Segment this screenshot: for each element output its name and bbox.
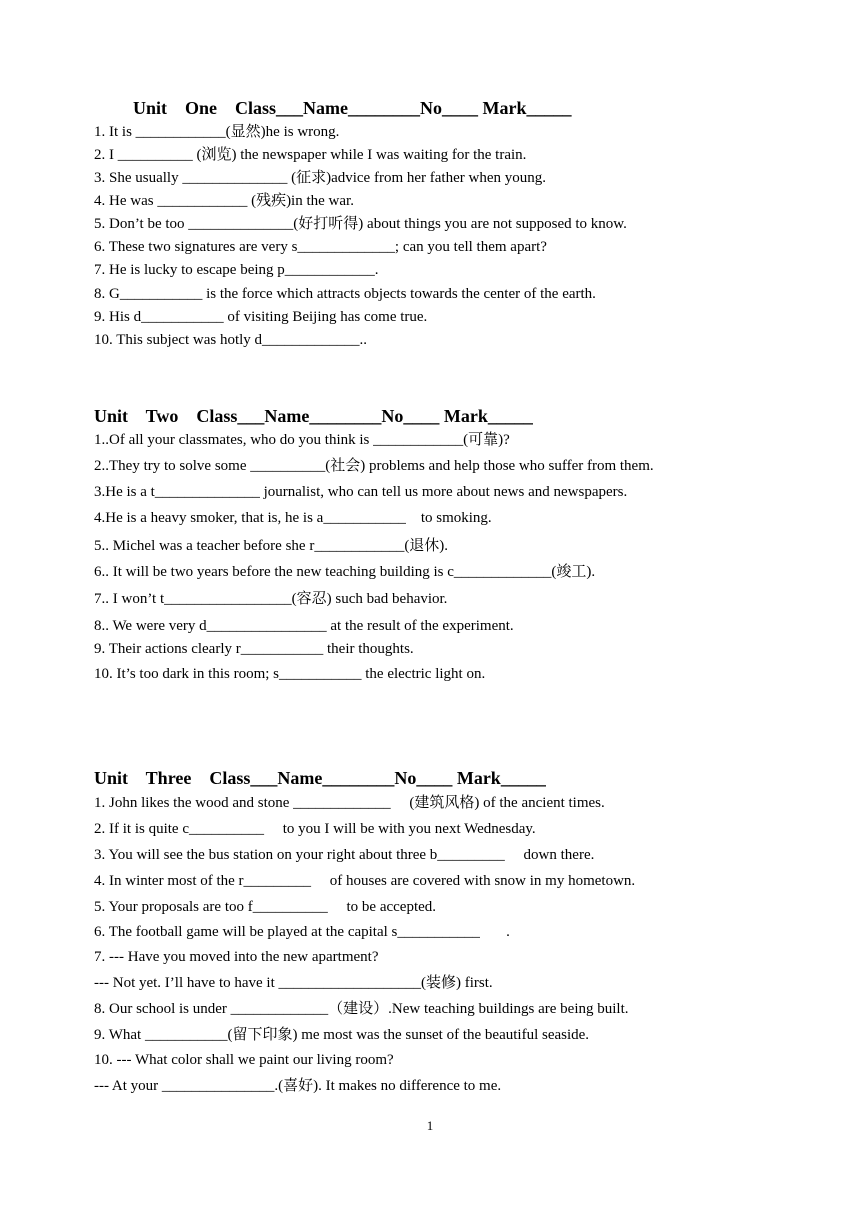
unit-one-question-10: 10. This subject was hotly d_____________.. [94, 332, 368, 348]
unit-three-question-2: 2. If it is quite c__________ to you I will be with you next Wednesday. [94, 821, 536, 837]
unit-two-question-4: 4.He is a heavy smoker, that is, he is a___________ to smoking. [94, 510, 492, 526]
unit-three-question-10: 10. --- What color shall we paint our living room? [94, 1052, 394, 1068]
unit-one-question-9: 9. His d___________ of visiting Beijing has come true. [94, 309, 428, 325]
unit-two-question-9: 9. Their actions clearly r___________ their thoughts. [94, 641, 414, 657]
unit-three-question-6: 6. The football game will be played at the capital s___________ . [94, 924, 510, 940]
unit-two-question-7: 7.. I won’t t_________________(容忍) such bad behavior. [94, 591, 448, 607]
unit-two-question-3: 3.He is a t______________ journalist, who can tell us more about news and newspapers. [94, 484, 628, 500]
unit-three-question-4: 4. In winter most of the r_________ of houses are covered with snow in my hometown. [94, 873, 636, 889]
unit-one-question-3: 3. She usually ______________ (征求)advice from her father when young. [94, 170, 546, 186]
unit-three-question-5: 5. Your proposals are too f__________ to be accepted. [94, 899, 437, 915]
unit-two-heading: Unit Two Class___Name________No____ Mark_____ [94, 406, 533, 426]
unit-three-answer-10: --- At your _______________.(喜好). It makes no difference to me. [94, 1078, 502, 1094]
unit-one-question-6: 6. These two signatures are very s_____________; can you tell them apart? [94, 239, 547, 255]
unit-two-question-6: 6.. It will be two years before the new teaching building is c_____________(竣工). [94, 564, 596, 580]
unit-three-question-1: 1. John likes the wood and stone _____________ (建筑风格) of the ancient times. [94, 795, 605, 811]
unit-one-question-1: 1. It is ____________(显然)he is wrong. [94, 124, 340, 140]
unit-three-question-3: 3. You will see the bus station on your right about three b_________ down there. [94, 847, 595, 863]
unit-two-question-8: 8.. We were very d________________ at the result of the experiment. [94, 618, 514, 634]
unit-two-question-5: 5.. Michel was a teacher before she r____________(退休). [94, 538, 449, 554]
unit-one-question-5: 5. Don’t be too ______________(好打听得) about things you are not supposed to know. [94, 216, 627, 232]
unit-three-question-7: 7. --- Have you moved into the new apartment? [94, 949, 379, 965]
unit-three-question-8: 8. Our school is under _____________（建设）.New teaching buildings are being built. [94, 1001, 629, 1017]
page-number: 1 [426, 1118, 434, 1133]
unit-two-question-2: 2..They try to solve some __________(社会) problems and help those who suffer from them. [94, 458, 654, 474]
unit-one-question-2: 2. I __________ (浏览) the newspaper while I was waiting for the train. [94, 147, 527, 163]
unit-three-question-9: 9. What ___________(留下印象) me most was the sunset of the beautiful seaside. [94, 1027, 590, 1043]
unit-one-question-4: 4. He was ____________ (残疾)in the war. [94, 193, 354, 209]
unit-one-question-8: 8. G___________ is the force which attracts objects towards the center of the earth. [94, 286, 596, 302]
unit-one-heading: Unit One Class___Name________No____ Mark_____ [133, 98, 572, 118]
unit-three-heading: Unit Three Class___Name________No____ Mark_____ [94, 768, 546, 788]
unit-three-answer-7: --- Not yet. I’ll have to have it ___________________(装修) first. [94, 975, 493, 991]
unit-two-question-10: 10. It’s too dark in this room; s___________ the electric light on. [94, 666, 486, 682]
unit-one-question-7: 7. He is lucky to escape being p____________. [94, 262, 379, 278]
unit-two-question-1: 1..Of all your classmates, who do you think is ____________(可靠)? [94, 432, 510, 448]
